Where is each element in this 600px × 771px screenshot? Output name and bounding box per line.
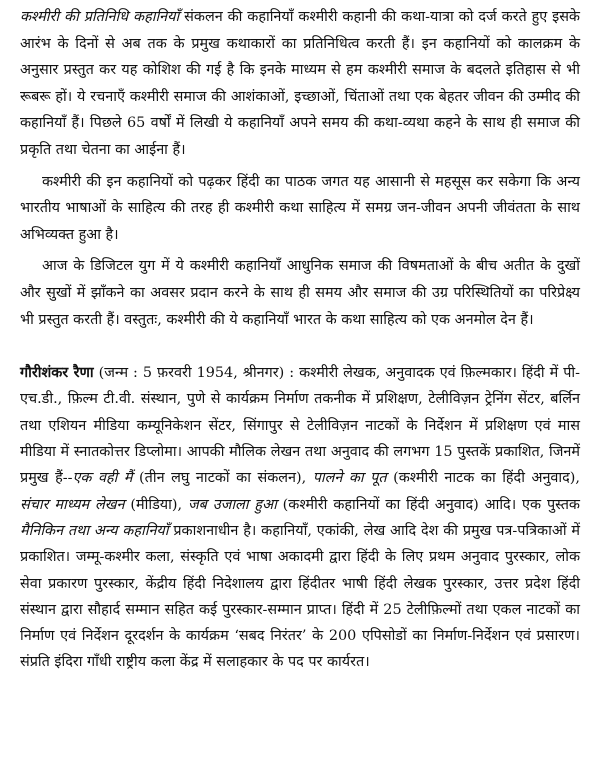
book-title-italic: कश्मीरी की प्रतिनिधि कहानियाँ: [20, 9, 180, 25]
work-title: पालने का पूत: [312, 470, 387, 487]
author-bio-paragraph: गौरीशंकर रैणा (जन्म : 5 फ़रवरी 1954, श्रीनगर) : कश्मीरी लेखक, अनुवादक एवं फ़िल्मकार। हिंदी में पी-एच.डी., फ़िल्म टी.वी. संस्थान, पुणे से कार्यक्रम निर्माण तकनीक में प्रशिक्षण, टेलीविज़न ट्रेनिंग सेंटर, बर्लिन तथा एशियन मीडिया कम्यूनिकेशन सेंटर, सिंगापुर से टेलीविज़न नाटकों के निर्देशन में प्रशिक्षण एवं मास मीडिया में स्नातकोत्तर डिप्लोमा। आपकी मौलिक लेखन तथा अनुवाद की लगभग 15 पुस्तकें प्रकाशित, जिनमें प्रमुख हैं--एक वही मैं (तीन लघु नाटकों का संकलन), पालने का पूत (कश्मीरी नाटक का हिंदी अनुवाद), संचार माध्यम लेखन (मीडिया), जब उजाला हुआ (कश्मीरी कहानियों का हिंदी अनुवाद) आदि। एक पुस्तक मैनिकिन तथा अन्य कहानियाँ प्रकाशनाधीन है। कहानियाँ, एकांकी, लेख आदि देश की प्रमुख पत्र-पत्रिकाओं में प्रकाशित। जम्मू-कश्मीर कला, संस्कृति एवं भाषा अकादमी द्वारा हिंदी के लिए प्रथम अनुवाद पुरस्कार, लोक सेवा प्रकारण पुरस्कार, केंद्रीय हिंदी निदेशालय द्वारा हिंदीतर भाषी हिंदी लेखक पुरस्कार, उत्तर प्रदेश हिंदी संस्थान द्वारा सौहार्द सम्मान सहित कई पुरस्कार-सम्मान प्राप्त। हिंदी में 25 टेलीफ़िल्मों तथा एकल नाटकों का निर्माण एवं निर्देशन दूरदर्शन के कार्यक्रम ‘सबद निरंतर’ के 200 एपिसोडों का निर्माण-निर्देशन एवं प्रसारण। संप्रति इंदिरा गाँधी राष्ट्रीय कला केंद्र में सलाहकार के पद पर कार्यरत।: [20, 364, 580, 671]
intro-paragraph-1-text: संकलन की कहानियाँ कश्मीरी कहानी की कथा-यात्रा को दर्ज करते हुए इसके आरंभ के दिनों से अब तक के प्रमुख कथाकारों का प्रतिनिधित्व करती हैं। इन कहानियों को कालक्रम के अनुसार प्रस्तुत कर यह कोशिश की गई है कि इनके माध्यम से हम कश्मीरी समाज के बदलते इतिहास से भी रूबरू हों। ये रचनाएँ कश्मीरी समाज की आशंकाओं, इच्छाओं, चिंताओं तथा एक बेहतर जीवन की उम्मीद की कहानियाँ हैं। पिछले 65 वर्षों में लिखी ये कहानियाँ अपने समय की कथा-व्यथा कहने के साथ ही समाज की प्रकृति तथा चेतना का आईना हैं।: [20, 9, 580, 158]
intro-paragraph-3: आज के डिजिटल युग में ये कश्मीरी कहानियाँ आधुनिक समाज की विषमताओं के बीच अतीत के दुखों और सुखों में झाँकने का अवसर प्रदान करने के साथ ही समय और समाज की उग्र परिस्थितियों का परिप्रेक्ष्य भी प्रस्तुत करती हैं। वस्तुतः, कश्मीरी की ये कहानियाँ भारत के कथा साहित्य को एक अनमोल देन हैं।: [20, 258, 580, 328]
author-bio: [20, 360, 580, 676]
work-title: संचार माध्यम लेखन: [20, 496, 125, 513]
work-title: जब उजाला हुआ: [187, 496, 277, 513]
work-title: मैनिकिन तथा अन्य कहानियाँ: [20, 522, 169, 539]
work-title: एक वही मैं: [72, 470, 133, 487]
document-page: [20, 4, 580, 676]
book-introduction: [20, 4, 580, 333]
intro-paragraph-1: [20, 4, 580, 164]
intro-paragraph-2: कश्मीरी की इन कहानियों को पढ़कर हिंदी का पाठक जगत यह आसानी से महसूस कर सकेगा कि अन्य भारतीय भाषाओं के साहित्य की तरह ही कश्मीरी कथा साहित्य में समग्र जन-जीवन अपनी जीवंतता के साथ अभिव्यक्त हुआ है।: [20, 173, 580, 243]
author-name: गौरीशंकर रैणा: [20, 364, 94, 382]
